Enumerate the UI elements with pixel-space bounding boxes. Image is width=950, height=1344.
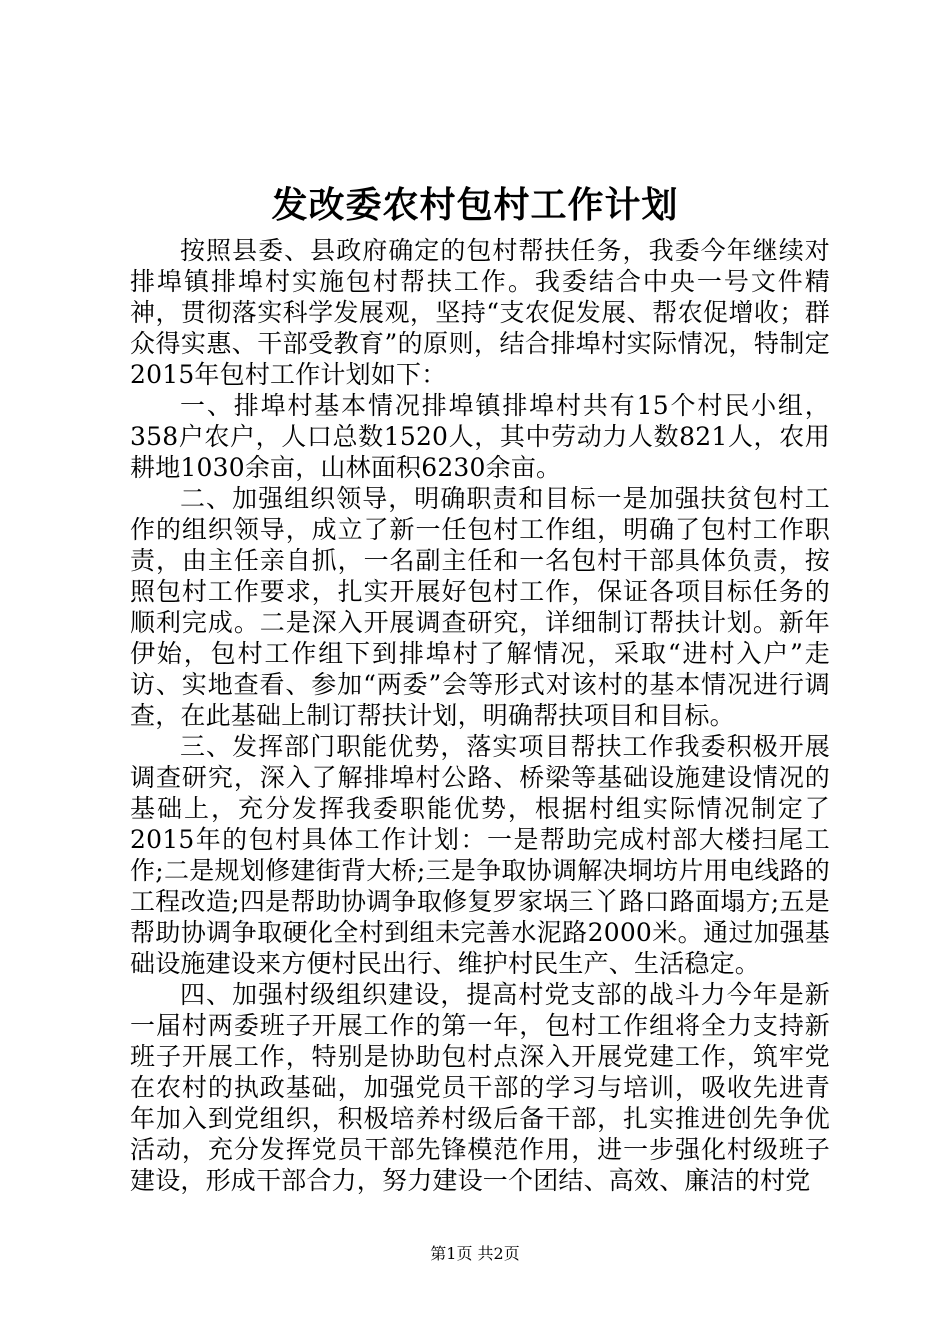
paragraph-section-2: 二、加强组织领导，明确职责和目标一是加强扶贫包村工作的组织领导，成立了新一任包村工作组，明确了包村工作职责，由主任亲自抓，一名副主任和一名包村干部具体负责，按照包村工作要求，扎实开展好包村工作，保证各项目标任务的顺利完成。二是深入开展调查研究，详细制订帮扶计划。新年伊始，包村工作组下到排埠村了解情况，采取“进村入户”走访、实地查看、参加“两委”会等形式对该村的基本情况进行调查，在此基础上制订帮扶计划，明确帮扶项目和目标。	[130, 484, 830, 730]
page-number-footer: 第1页 共2页	[430, 1244, 520, 1263]
paragraph-section-4: 四、加强村级组织建设，提高村党支部的战斗力今年是新一届村两委班子开展工作的第一年，包村工作组将全力支持新班子开展工作，特别是协助包村点深入开展党建工作，筑牢党在农村的执政基础，加强党员干部的学习与培训，吸收先进青年加入到党组织，积极培养村级后备干部，扎实推进创先争优活动，充分发挥党员干部先锋模范作用，进一步强化村级班子建设，形成干部合力，努力建设一个团结、高效、廉洁的村党	[130, 980, 830, 1195]
paragraph-section-3: 三、发挥部门职能优势，落实项目帮扶工作我委积极开展调查研究，深入了解排埠村公路、桥梁等基础设施建设情况的基础上，充分发挥我委职能优势，根据村组实际情况制定了2015年的包村具体工作计划：一是帮助完成村部大楼扫尾工作;二是规划修建街背大桥;三是争取协调解决垌坊片用电线路的工程改造;四是帮助协调争取修复罗家埚三丫路口路面塌方;五是帮助协调争取硬化全村到组未完善水泥路2000米。通过加强基础设施建设来方便村民出行、维护村民生产、生活稳定。	[130, 732, 830, 978]
paragraph-section-1: 一、排埠村基本情况排埠镇排埠村共有15个村民小组，358户农户，人口总数1520人，其中劳动力人数821人，农用耕地1030余亩，山林面积6230余亩。	[130, 391, 830, 482]
document-title: 发改委农村包村工作计划	[271, 184, 679, 226]
document-body	[130, 235, 830, 1196]
paragraph-intro: 按照县委、县政府确定的包村帮扶任务，我委今年继续对排埠镇排埠村实施包村帮扶工作。我委结合中央一号文件精神，贯彻落实科学发展观，坚持“支农促发展、帮农促增收；群众得实惠、干部受教育”的原则，结合排埠村实际情况，特制定2015年包村工作计划如下：	[130, 236, 830, 389]
